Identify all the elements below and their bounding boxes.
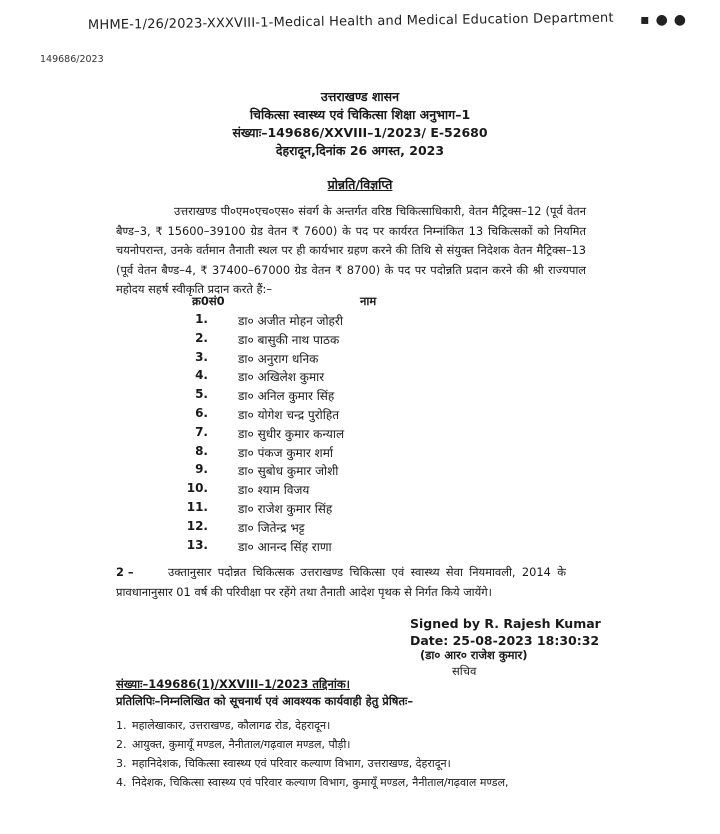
copy-item-text: महानिदेशक, चिकित्सा स्वास्थ्य एवं परिवार कल्याण विभाग, उत्तराखण्ड, देहरादून। xyxy=(132,757,451,770)
doctor-name: डा० अजीत मोहन जोहरी xyxy=(238,314,343,328)
signed-by: Signed by R. Rajesh Kumar xyxy=(410,616,601,631)
list-item xyxy=(180,500,480,520)
paragraph-2-number: 2 – xyxy=(116,565,134,579)
doctor-name: डा० जितेन्द्र भट्ट xyxy=(238,520,305,535)
doctor-name: डा० पंकज कुमार शर्मा xyxy=(238,445,333,460)
copy-item-number: 4. xyxy=(116,776,127,789)
doctor-name: डा० अखिलेश कुमार xyxy=(238,370,325,385)
serial-number: 9. xyxy=(195,462,208,477)
signatory-designation: सचिव xyxy=(452,664,477,678)
copy-item-text: महालेखाकार, उत्तराखण्ड, कौलागढ रोड, देहरादून। xyxy=(132,719,331,732)
serial-number: 10. xyxy=(186,481,208,496)
doctor-name: डा० श्याम विजय xyxy=(238,483,310,498)
letterhead-government: उत्तराखण्ड शासन xyxy=(320,89,400,104)
more-icon[interactable]: ●● xyxy=(655,12,692,28)
copy-item-number: 1. xyxy=(116,719,127,732)
paragraph-1 xyxy=(116,202,586,300)
paragraph-2 xyxy=(116,563,566,602)
serial-number: 11. xyxy=(186,500,208,514)
serial-number: 4. xyxy=(195,368,208,383)
serial-number: 13. xyxy=(186,537,208,552)
doctor-name: डा० अनिल कुमार सिंह xyxy=(238,389,335,404)
column-header-serial: क्र0सं0 xyxy=(192,294,225,308)
doctor-name: डा० अनुराग धनिक xyxy=(238,351,319,366)
copy-to-heading: प्रतिलिपिः–निम्नलिखित को सूचनार्थ एवं आवश्यक कार्यवाही हेतु प्रेषितः– xyxy=(116,694,414,708)
endorsement-number: संख्याः–149686(1)/XXVIII–1/2023 तद्दिनांक। xyxy=(116,677,351,691)
serial-number: 3. xyxy=(195,349,208,364)
paragraph-2-text: उक्तानुसार पदोन्नत चिकित्सक उत्तराखण्ड चिकित्सा एवं स्वास्थ्य सेवा नियमावली, 2014 के प्रावधानानुसार 01 वर्ष की परिवीक्षा पर रहेंगे तथा तैनाती आदेश पृथक से निर्गत किये जायेंगे। xyxy=(116,565,566,599)
serial-number: 1. xyxy=(195,312,208,326)
serial-number: 2. xyxy=(195,330,208,345)
doctor-name: डा० योगेश चन्द्र पुरोहित xyxy=(238,408,340,422)
serial-number: 6. xyxy=(195,406,208,420)
serial-number: 7. xyxy=(195,424,208,439)
copy-item-number: 2. xyxy=(116,738,127,751)
serial-number: 5. xyxy=(195,387,208,402)
file-number: 149686/2023 xyxy=(40,54,104,65)
list-item xyxy=(180,481,480,501)
list-item xyxy=(180,368,480,388)
copy-recipient-item xyxy=(116,718,330,733)
header-icons xyxy=(640,12,692,28)
copy-recipient-item xyxy=(116,737,350,752)
serial-number: 12. xyxy=(186,518,208,533)
copy-recipient-item xyxy=(116,775,509,790)
copy-item-text: निदेशक, चिकित्सा स्वास्थ्य एवं परिवार कल्याण विभाग, कुमायूँ मण्डल, नैनीताल/गढ़वाल मण्डल, xyxy=(132,776,509,789)
letterhead-section: चिकित्सा स्वास्थ्य एवं चिकित्सा शिक्षा अनुभाग–1 xyxy=(249,107,471,122)
letter-place-date: देहरादून,दिनांक 26 अगस्त, 2023 xyxy=(275,143,445,158)
file-icon[interactable]: ▪ xyxy=(640,12,656,28)
list-item xyxy=(180,331,480,351)
list-item xyxy=(180,538,480,558)
signatory-name: (डा० आर० राजेश कुमार) xyxy=(420,648,528,662)
copy-item-text: आयुक्त, कुमायूँ मण्डल, नैनीताल/गढ़वाल मण्डल, पौड़ी। xyxy=(132,738,351,751)
serial-number: 8. xyxy=(195,443,208,458)
letter-number: संख्याः–149686/XXVIII–1/2023/ E-52680 xyxy=(232,125,488,140)
doctor-name: डा० सुधीर कुमार कन्याल xyxy=(238,426,345,441)
notice-title: प्रोन्नति/विज्ञप्ति xyxy=(327,177,393,192)
list-item xyxy=(180,406,480,426)
doctor-name: डा० राजेश कुमार सिंह xyxy=(238,502,333,516)
list-item xyxy=(180,519,480,539)
copy-item-number: 3. xyxy=(116,757,127,770)
list-item xyxy=(180,312,480,332)
list-item xyxy=(180,387,480,407)
list-item xyxy=(180,350,480,370)
doctor-name: डा० बासुकी नाथ पाठक xyxy=(238,332,340,347)
copy-recipient-item xyxy=(116,756,451,771)
list-item xyxy=(180,425,480,445)
signature-date: Date: 25-08-2023 18:30:32 xyxy=(410,633,600,648)
reference-line: MHME-1/26/2023-XXXVIII-1-Medical Health and Medical Education Department xyxy=(87,10,614,33)
list-item xyxy=(180,462,480,482)
column-header-name: नाम xyxy=(360,294,377,308)
list-item xyxy=(180,444,480,464)
doctor-name: डा० सुबोध कुमार जोशी xyxy=(238,464,339,479)
doctor-name: डा० आनन्द सिंह राणा xyxy=(238,539,332,554)
paragraph-1-text: उत्तराखण्ड पी०एम०एच०एस० संवर्ग के अन्तर्गत वरिष्ठ चिकित्साधिकारी, वेतन मैट्रिक्स–12 (पूर्व वेतन बैण्ड–3, ₹ 15600–39100 ग्रेड वेतन ₹ 7600) के पद पर कार्यरत निम्नांकित 13 चिकित्सकों को नियमित चयनोपरान्त, उनके वर्तमान तैनाती स्थल पर ही कार्यभार ग्रहण करने की तिथि से संयुक्त निदेशक वेतन मैट्रिक्स–13 (पूर्व वेतन बैण्ड–4, ₹ 37400–67000 ग्रेड वेतन ₹ 8700) के पद पर पदोन्नति प्रदान करने की श्री राज्यपाल महोदय सहर्ष स्वीकृति प्रदान करते हैं:– xyxy=(116,204,586,296)
